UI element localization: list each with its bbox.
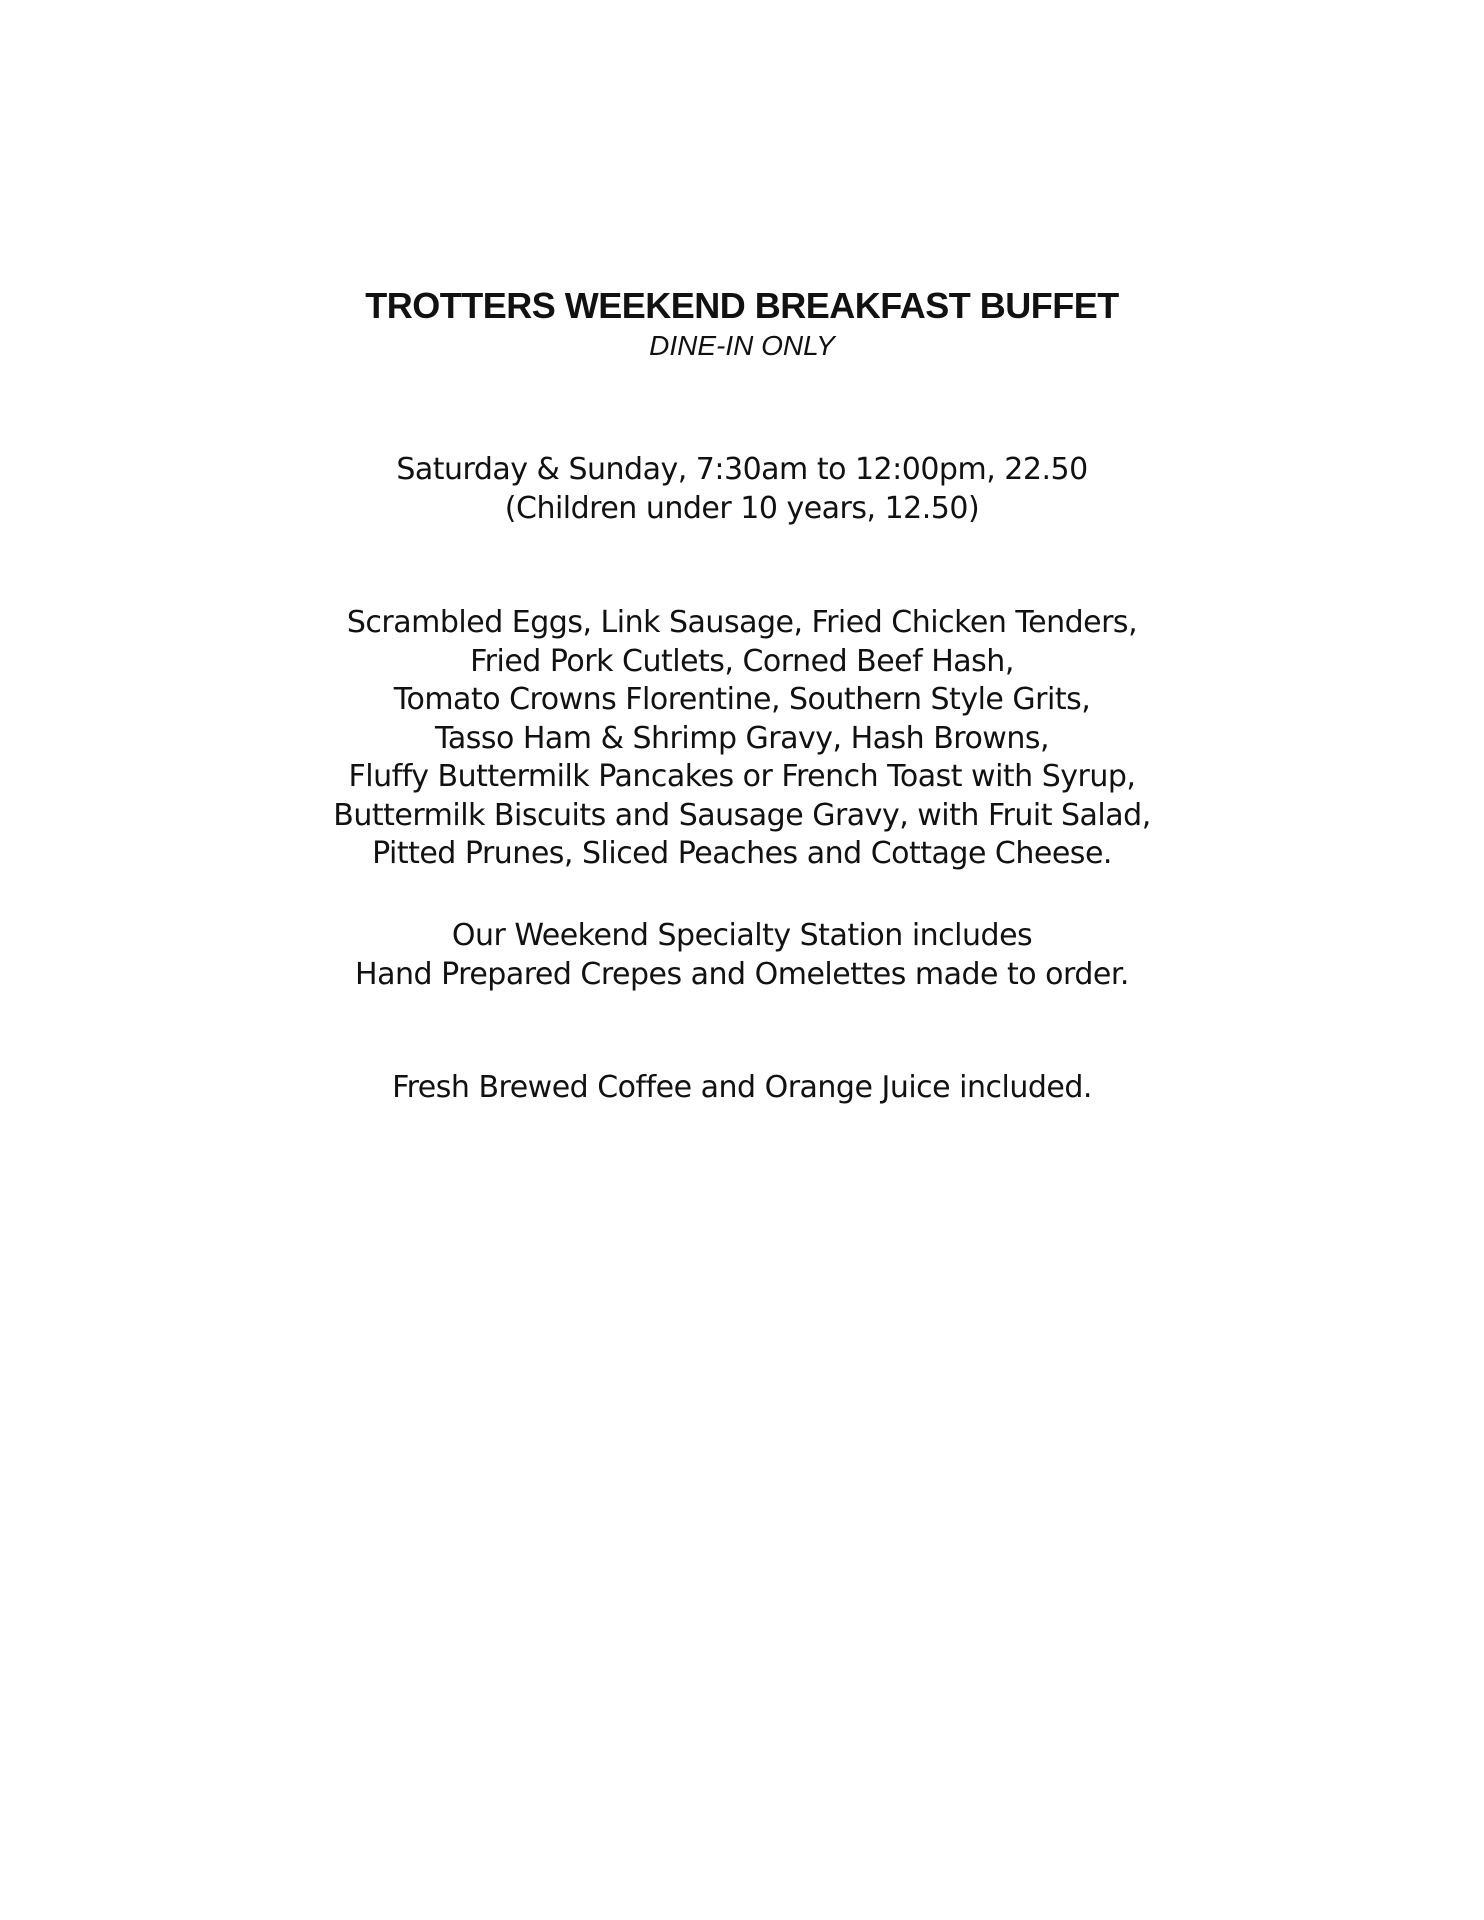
menu-item-line: Buttermilk Biscuits and Sausage Gravy, with Fruit Salad, (333, 797, 1151, 833)
menu-item-line: Tomato Crowns Florentine, Southern Style Grits, (393, 682, 1091, 717)
menu-items-section (0, 604, 1484, 874)
hours-line: Saturday & Sunday, 7:30am to 12:00pm, 22.50 (396, 452, 1088, 487)
menu-item-line: Fluffy Buttermilk Pancakes or French Toast with Syrup, (348, 759, 1136, 794)
menu-item-line: Pitted Prunes, Sliced Peaches and Cottage Cheese. (372, 836, 1112, 871)
specialty-section (0, 916, 1484, 994)
menu-item-line: Tasso Ham & Shrimp Gravy, Hash Browns, (434, 720, 1050, 756)
specialty-line: Our Weekend Specialty Station includes (451, 918, 1033, 953)
menu-title: TROTTERS WEEKEND BREAKFAST BUFFET (365, 285, 1119, 326)
hours-section (0, 450, 1484, 528)
children-price-line: (Children under 10 years, 12.50) (504, 491, 980, 526)
drinks-line: Fresh Brewed Coffee and Orange Juice included. (392, 1070, 1092, 1105)
specialty-line: Hand Prepared Crepes and Omelettes made to order. (355, 957, 1129, 992)
menu-item-line: Fried Pork Cutlets, Corned Beef Hash, (470, 643, 1014, 679)
menu-subtitle: DINE-IN ONLY (649, 330, 835, 361)
menu-item-line: Scrambled Eggs, Link Sausage, Fried Chicken Tenders, (346, 605, 1138, 640)
drinks-section (0, 1068, 1484, 1107)
